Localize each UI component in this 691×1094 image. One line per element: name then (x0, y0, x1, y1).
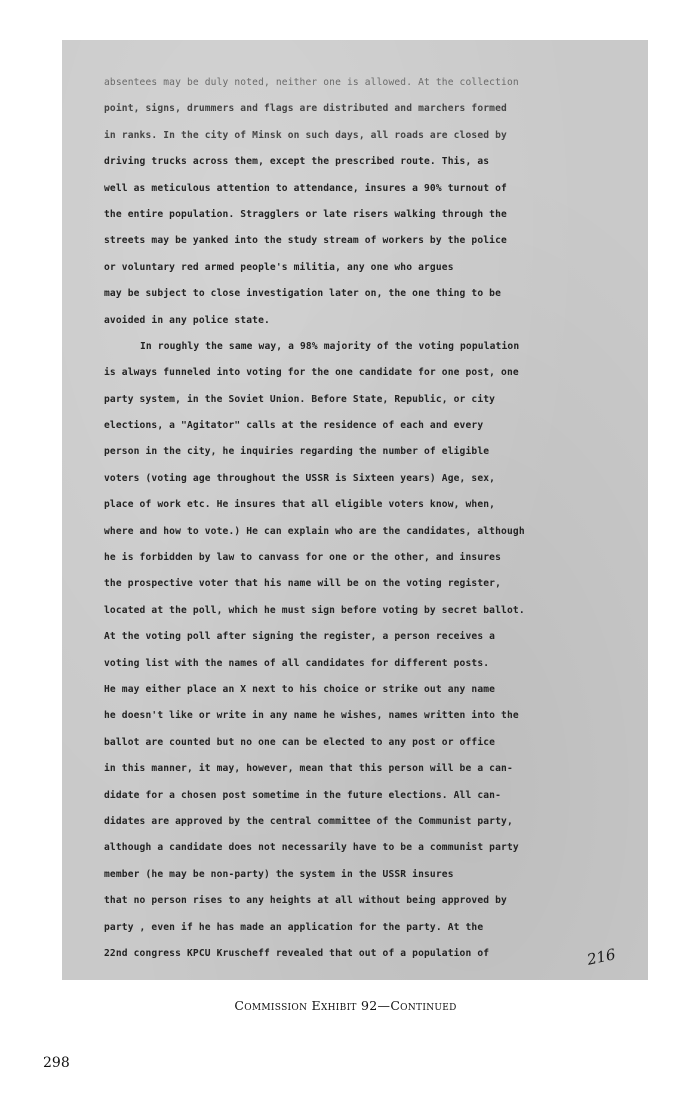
text-line: although a candidate does not necessarily have to be a communist party (104, 842, 519, 854)
page-number: 298 (43, 1055, 70, 1071)
text-line: didates are approved by the central committee of the Communist party, (104, 815, 513, 827)
text-line: or voluntary red armed people's militia, any one who argues (104, 261, 454, 273)
exhibit-caption: Commission Exhibit 92—Continued (234, 998, 457, 1013)
typed-text-block (104, 70, 624, 967)
text-line: the prospective voter that his name will be on the voting register, (104, 578, 502, 590)
text-line: the entire population. Stragglers or late risers walking through the (104, 208, 507, 220)
text-line: party , even if he has made an application for the party. At the (104, 921, 484, 933)
text-line: voting list with the names of all candidates for different posts. (104, 657, 490, 669)
text-line: that no person rises to any heights at all without being approved by (104, 895, 507, 907)
text-line: in ranks. In the city of Minsk on such days, all roads are closed by (104, 129, 507, 141)
text-line: member (he may be non-party) the system in the USSR insures (104, 868, 454, 880)
text-line: person in the city, he inquiries regarding the number of eligible (104, 446, 490, 458)
text-line: well as meticulous attention to attendance, insures a 90% turnout of (104, 182, 507, 194)
text-line: he is forbidden by law to canvass for one or the other, and insures (104, 552, 502, 564)
text-line: 22nd congress KPCU Kruscheff revealed that out of a population of (104, 947, 490, 959)
text-line: in this manner, it may, however, mean that this person will be a can- (104, 763, 513, 775)
text-line: absentees may be duly noted, neither one is allowed. At the collection (104, 77, 519, 88)
text-line: avoided in any police state. (104, 314, 270, 326)
handwritten-page-number: 216 (585, 945, 618, 969)
text-line: didate for a chosen post sometime in the future elections. All can- (104, 789, 502, 801)
text-line: He may either place an X next to his choice or strike out any name (104, 683, 496, 695)
text-line: where and how to vote.) He can explain who are the candidates, although (104, 525, 525, 537)
text-line: voters (voting age throughout the USSR is Sixteen years) Age, sex, (104, 472, 496, 484)
text-line: he doesn't like or write in any name he wishes, names written into the (104, 710, 519, 722)
text-line: ballot are counted but no one can be elected to any post or office (104, 736, 496, 748)
text-line: place of work etc. He insures that all eligible voters know, when, (104, 499, 496, 511)
text-line: At the voting poll after signing the register, a person receives a (104, 631, 496, 643)
text-line: driving trucks across them, except the prescribed route. This, as (104, 156, 490, 168)
text-line: may be subject to close investigation later on, the one thing to be (104, 288, 502, 300)
text-line: In roughly the same way, a 98% majority of the voting population (140, 340, 520, 352)
text-line: party system, in the Soviet Union. Before State, Republic, or city (104, 393, 496, 405)
text-line: point, signs, drummers and flags are distributed and marchers formed (104, 103, 507, 115)
text-line: elections, a "Agitator" calls at the residence of each and every (104, 420, 484, 432)
text-line: streets may be yanked into the study stream of workers by the police (104, 235, 507, 247)
text-line: is always funneled into voting for the one candidate for one post, one (104, 367, 519, 379)
scanned-typescript-page (62, 40, 648, 980)
text-line: located at the poll, which he must sign before voting by secret ballot. (104, 604, 525, 616)
